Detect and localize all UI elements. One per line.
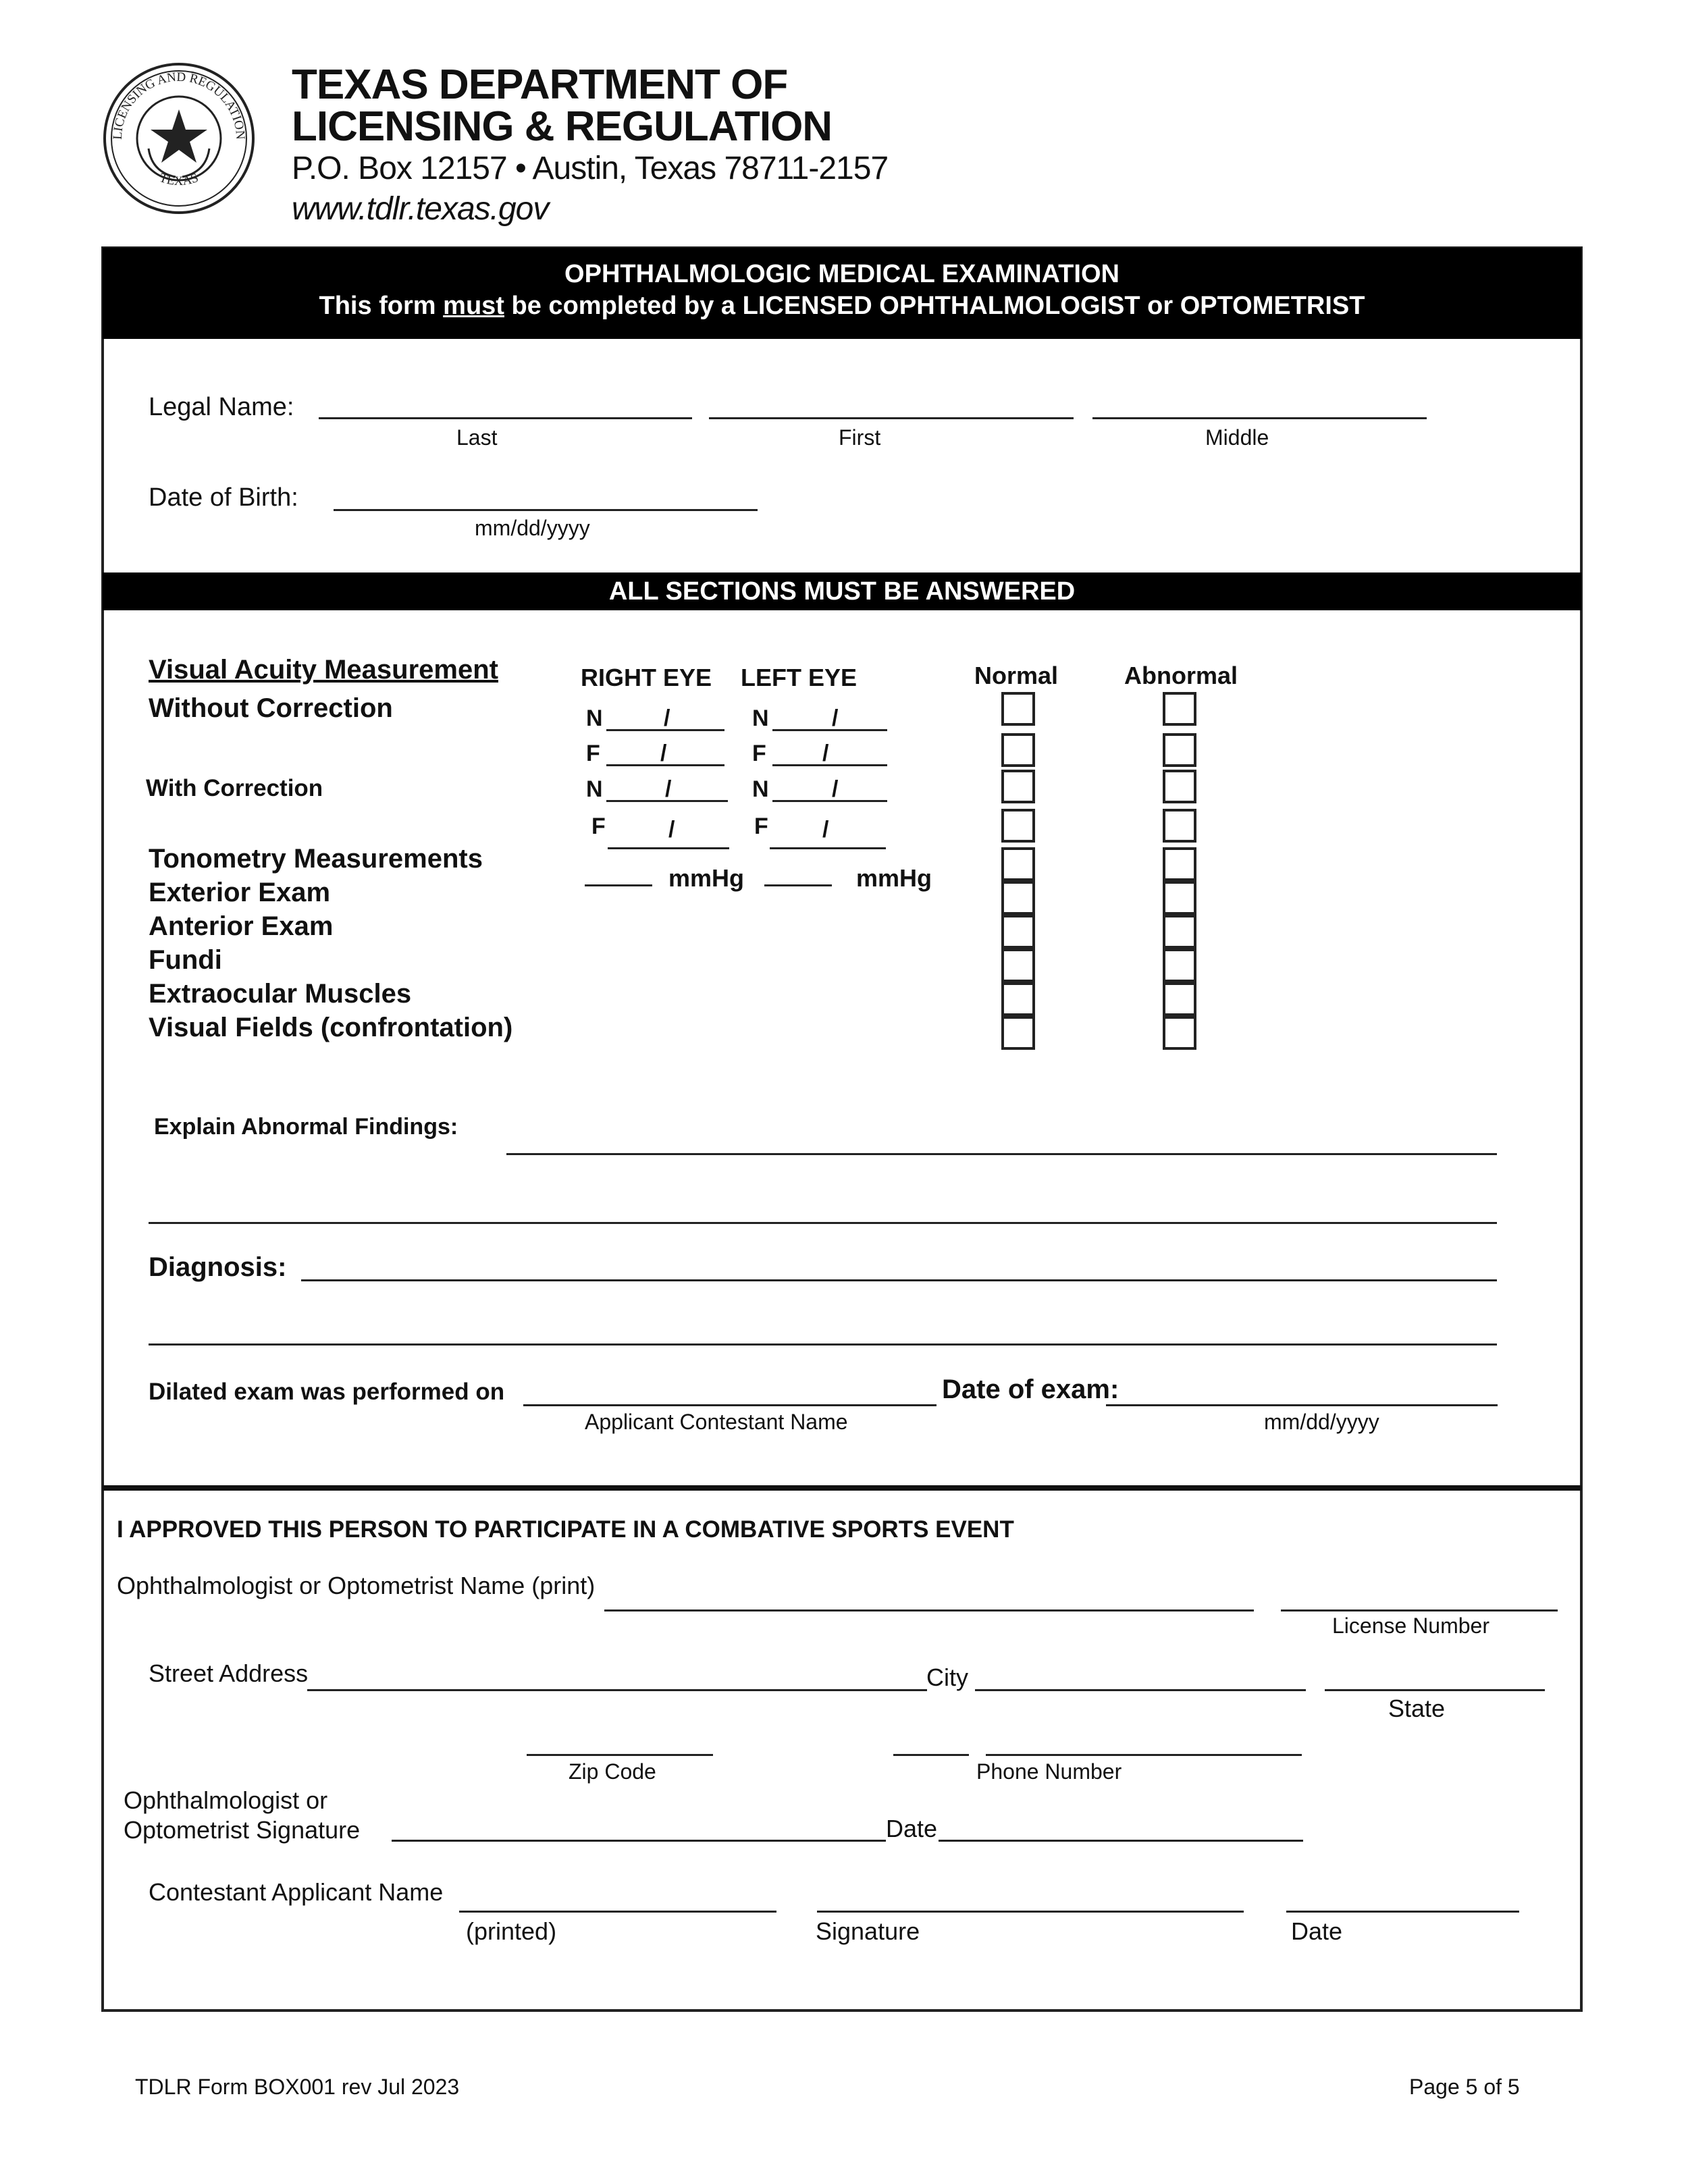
first-hint: First <box>839 425 881 450</box>
diagnosis-field-2[interactable] <box>149 1343 1497 1346</box>
date-of-exam-hint: mm/dd/yyyy <box>1264 1410 1379 1434</box>
tonometry-right-unit: mmHg <box>668 864 745 892</box>
agency-name-line2: LICENSING & REGULATION <box>292 103 833 150</box>
state-hint: State <box>1388 1695 1446 1722</box>
checkbox-abnormal-near-corrected[interactable] <box>1163 770 1196 803</box>
contestant-printed-name-field[interactable] <box>459 1911 776 1913</box>
checkbox-normal-visual-fields[interactable] <box>1001 1016 1035 1050</box>
checkbox-abnormal-visual-fields[interactable] <box>1163 1016 1196 1050</box>
signature-label-line2: Optometrist Signature <box>124 1816 361 1844</box>
contestant-signature-hint: Signature <box>816 1917 920 1945</box>
approval-heading: I APPROVED THIS PERSON TO PARTICIPATE IN A COMBATIVE SPORTS EVENT <box>117 1516 1014 1543</box>
zip-code-hint: Zip Code <box>569 1759 656 1784</box>
checkbox-normal-anterior[interactable] <box>1001 915 1035 949</box>
sections-bar <box>103 572 1581 610</box>
visual-fields-label: Visual Fields (confrontation) <box>149 1013 513 1042</box>
page-number: Page 5 of 5 <box>1409 2075 1520 2099</box>
visual-acuity-heading: Visual Acuity Measurement <box>149 655 498 685</box>
practitioner-signature-field[interactable] <box>392 1840 886 1842</box>
checkbox-abnormal-anterior[interactable] <box>1163 915 1196 949</box>
checkbox-normal-tonometry[interactable] <box>1001 847 1035 881</box>
seal-text-top: LICENSING AND REGULATION <box>110 70 248 140</box>
checkbox-abnormal-far-corrected[interactable] <box>1163 809 1196 843</box>
seal-text-bottom: TEXAS <box>157 170 201 189</box>
state-field[interactable] <box>1325 1689 1545 1691</box>
left-eye-header: LEFT EYE <box>741 664 858 691</box>
agency-website[interactable]: www.tdlr.texas.gov <box>292 191 549 227</box>
agency-seal <box>101 61 257 216</box>
signature-date-label: Date <box>886 1815 938 1842</box>
dob-label: Date of Birth: <box>149 483 298 512</box>
abnormal-header: Abnormal <box>1124 662 1238 689</box>
dob-hint: mm/dd/yyyy <box>475 516 590 540</box>
legal-name-label: Legal Name: <box>149 393 294 421</box>
date-of-exam-field[interactable] <box>1106 1404 1498 1406</box>
practitioner-name-field[interactable] <box>604 1609 1254 1612</box>
checkbox-abnormal-far-uncorrected[interactable] <box>1163 733 1196 767</box>
contestant-date-field[interactable] <box>1286 1911 1519 1913</box>
tonometry-left-unit: mmHg <box>856 864 932 892</box>
city-label: City <box>926 1663 968 1691</box>
street-address-field[interactable] <box>307 1689 927 1691</box>
explain-findings-label: Explain Abnormal Findings: <box>154 1114 458 1140</box>
zip-code-field[interactable] <box>527 1754 713 1756</box>
contestant-date-hint: Date <box>1291 1917 1343 1945</box>
dilated-exam-label: Dilated exam was performed on <box>149 1379 505 1405</box>
date-of-exam-label: Date of exam: <box>942 1375 1119 1404</box>
signature-date-field[interactable] <box>939 1840 1303 1842</box>
anterior-label: Anterior Exam <box>149 911 334 941</box>
title-bar <box>103 248 1581 339</box>
practitioner-name-label: Ophthalmologist or Optometrist Name (print) <box>117 1572 596 1599</box>
checkbox-abnormal-exterior[interactable] <box>1163 881 1196 915</box>
sections-bar-text: ALL SECTIONS MUST BE ANSWERED <box>608 577 1076 606</box>
tonometry-left-field[interactable] <box>764 884 832 886</box>
street-address-label: Street Address <box>149 1659 309 1687</box>
contestant-printed-hint: (printed) <box>466 1917 557 1945</box>
contestant-signature-field[interactable] <box>817 1911 1244 1913</box>
checkbox-normal-extraocular[interactable] <box>1001 982 1035 1016</box>
section-divider <box>103 1485 1581 1491</box>
extraocular-label: Extraocular Muscles <box>149 979 412 1009</box>
tonometry-label: Tonometry Measurements <box>149 844 483 874</box>
normal-header: Normal <box>974 662 1059 689</box>
diagnosis-label: Diagnosis: <box>149 1252 287 1282</box>
checkbox-normal-exterior[interactable] <box>1001 881 1035 915</box>
must-emphasis: must <box>443 292 504 320</box>
last-hint: Last <box>456 425 498 450</box>
signature-label-line1: Ophthalmologist or <box>124 1786 328 1814</box>
checkbox-normal-far-corrected[interactable] <box>1001 809 1035 843</box>
agency-address: P.O. Box 12157 • Austin, Texas 78711-2157 <box>292 151 889 186</box>
middle-hint: Middle <box>1205 425 1269 450</box>
checkbox-normal-near-uncorrected[interactable] <box>1001 692 1035 726</box>
license-number-field[interactable] <box>1281 1609 1558 1612</box>
checkbox-abnormal-fundi[interactable] <box>1163 949 1196 982</box>
agency-name-line1: TEXAS DEPARTMENT OF <box>292 61 788 108</box>
explain-findings-field-1[interactable] <box>506 1153 1497 1155</box>
with-correction-label: With Correction <box>146 775 323 801</box>
exterior-label: Exterior Exam <box>149 878 331 907</box>
checkbox-abnormal-extraocular[interactable] <box>1163 982 1196 1016</box>
tonometry-right-field[interactable] <box>585 884 652 886</box>
form-subtitle: This form must be completed by a LICENSED OPHTHALMOLOGIST or OPTOMETRIST <box>319 292 1365 320</box>
form-title: OPHTHALMOLOGIC MEDICAL EXAMINATION <box>564 260 1119 288</box>
dob-field[interactable] <box>334 509 758 511</box>
first-name-field[interactable] <box>709 417 1074 419</box>
middle-name-field[interactable] <box>1092 417 1427 419</box>
diagnosis-field-1[interactable] <box>301 1279 1497 1281</box>
explain-findings-field-2[interactable] <box>149 1222 1497 1224</box>
form-id: TDLR Form BOX001 rev Jul 2023 <box>135 2075 460 2099</box>
checkbox-abnormal-near-uncorrected[interactable] <box>1163 692 1196 726</box>
city-field[interactable] <box>975 1689 1306 1691</box>
applicant-name-hint: Applicant Contestant Name <box>585 1410 848 1434</box>
fundi-label: Fundi <box>149 945 222 975</box>
last-name-field[interactable] <box>319 417 692 419</box>
applicant-name-field[interactable] <box>523 1404 937 1406</box>
phone-number-field[interactable] <box>986 1754 1302 1756</box>
checkbox-normal-near-corrected[interactable] <box>1001 770 1035 803</box>
right-eye-header: RIGHT EYE <box>581 664 712 691</box>
checkbox-normal-fundi[interactable] <box>1001 949 1035 982</box>
phone-area-code-field[interactable] <box>893 1754 969 1756</box>
checkbox-normal-far-uncorrected[interactable] <box>1001 733 1035 767</box>
without-correction-label: Without Correction <box>149 693 393 723</box>
contestant-name-label: Contestant Applicant Name <box>149 1878 444 1906</box>
license-number-hint: License Number <box>1332 1614 1489 1638</box>
phone-number-hint: Phone Number <box>976 1759 1122 1784</box>
checkbox-abnormal-tonometry[interactable] <box>1163 847 1196 881</box>
